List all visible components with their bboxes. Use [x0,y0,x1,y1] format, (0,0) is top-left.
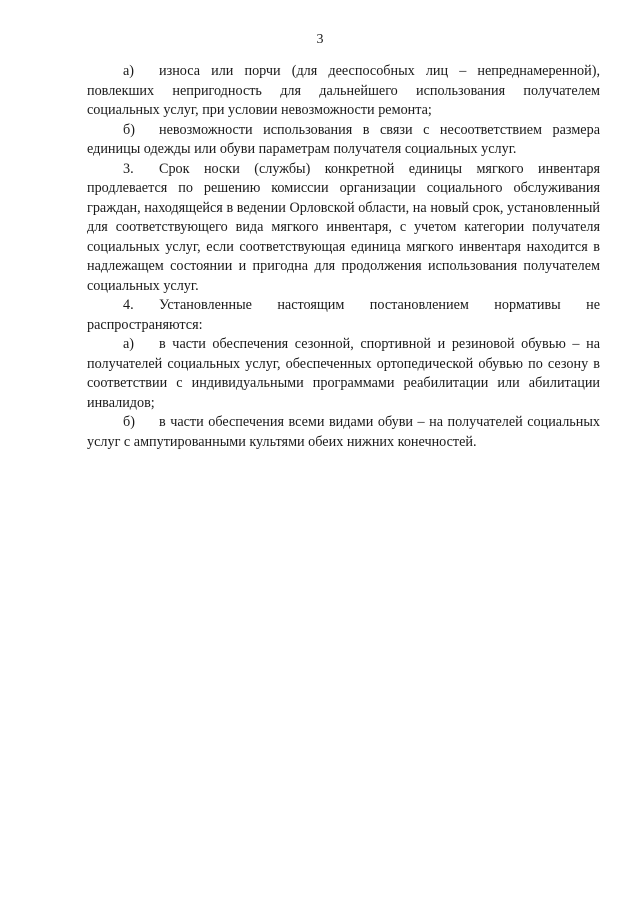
paragraph-term-extension [87,160,600,297]
paragraph-size-mismatch [87,121,600,160]
paragraph-text: в части обеспечения всеми видами обуви – на получателей социальных услуг с ампутированными культями обеих нижних конечностей. [87,414,600,450]
paragraph-text: в части обеспечения сезонной, спортивной и резиновой обувью – на получателей социальных услуг, обеспеченных ортопедической обувью по сезону в соответствии с индивидуальными программами реабилитации или абилитации инвалидов; [87,336,600,411]
paragraph-marker: 4. [123,297,134,313]
paragraph-text: Установленные настоящим постановлением нормативы не распространяются: [87,297,600,333]
paragraph-wear-damage [87,62,600,121]
paragraph-marker: а) [123,336,135,352]
paragraph-text: Срок носки (службы) конкретной единицы мягкого инвентаря продлевается по решению комиссии организации социального обслуживания граждан, находящейся в ведении Орловской области, на новый срок, установленный для соответствующего вида мягкого инвентаря, с учетом категории получателя социальных услуг, если соответствующая единица мягкого инвентаря находится в надлежащем состоянии и пригодна для продолжения использования получателем социальных услуг. [87,160,600,294]
paragraph-marker: б) [123,121,135,138]
paragraph-marker: а) [123,63,135,79]
paragraph-marker: 3. [123,160,134,177]
paragraph-text: невозможности использования в связи с несоответствием размера единицы одежды или обуви параметрам получателя социальных услуг. [87,121,600,157]
paragraph-marker: б) [123,414,135,430]
page-number: 3 [316,32,324,47]
paragraph-orthopedic-footwear [87,335,600,413]
paragraph-amputation [87,413,600,452]
document-body [87,62,600,452]
paragraph-text: износа или порчи (для дееспособных лиц – непреднамеренной), повлекших непригодность для дальнейшего использования получателем социальных услуг, при условии невозможности ремонта; [87,63,600,118]
paragraph-exceptions [87,296,600,335]
